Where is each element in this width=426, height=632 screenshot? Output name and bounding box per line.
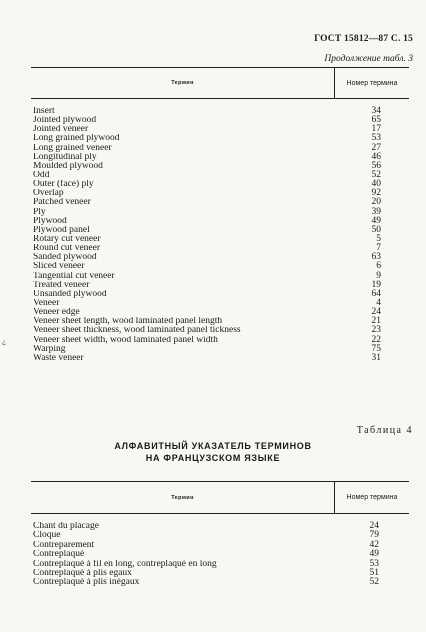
term-cell: Veneer edge — [33, 308, 80, 318]
term-cell: Longitudinal ply — [33, 152, 97, 162]
term-number-cell: 6 — [376, 261, 381, 272]
term-cell: Round cut veneer — [33, 244, 101, 254]
term-cell: Sliced veneer — [33, 262, 85, 272]
table-row — [31, 235, 409, 244]
column-header-number: Номер термина — [334, 482, 409, 513]
term-cell: Treated veneer — [33, 280, 90, 290]
column-header-term: Термин — [171, 80, 194, 86]
term-number-cell: 75 — [371, 343, 381, 354]
term-cell: Jointed veneer — [33, 125, 89, 135]
term-number-cell: 20 — [371, 197, 381, 208]
term-number-cell: 22 — [371, 334, 381, 345]
term-cell: Cloque — [33, 531, 61, 541]
term-cell: Chant du placage — [33, 522, 99, 531]
term-number-cell: 53 — [369, 558, 379, 569]
table-row — [31, 208, 409, 217]
term-number-cell: 31 — [371, 352, 381, 363]
term-number-cell: 27 — [371, 142, 381, 153]
table-body — [31, 99, 409, 363]
table-row — [31, 317, 409, 326]
term-number-cell: 49 — [371, 215, 381, 226]
table-row — [31, 171, 409, 180]
table-row — [31, 569, 409, 578]
term-cell: Warping — [33, 344, 66, 354]
term-number-cell: 5 — [376, 233, 381, 244]
term-number-cell: 56 — [371, 160, 381, 171]
term-cell: Veneer — [33, 298, 60, 308]
table-row — [31, 189, 409, 198]
table-row — [31, 107, 409, 116]
term-number-cell: 7 — [376, 243, 381, 254]
table-row — [31, 299, 409, 308]
term-cell: Overlap — [33, 189, 64, 199]
table-row — [31, 116, 409, 125]
term-number-cell: 19 — [371, 279, 381, 290]
table-row — [31, 125, 409, 134]
term-cell: Contreplaqué — [33, 550, 85, 560]
table-row — [31, 290, 409, 299]
table-row — [31, 578, 409, 587]
table-row — [31, 336, 409, 345]
table-title-line1: АЛФАВИТНЫЙ УКАЗАТЕЛЬ ТЕРМИНОВ — [114, 441, 312, 451]
term-number-cell: 23 — [371, 325, 381, 336]
term-cell: Patched veneer — [33, 198, 91, 208]
table-row — [31, 354, 409, 363]
table-row — [31, 144, 409, 153]
term-number-cell: 49 — [369, 549, 379, 560]
term-cell: Veneer sheet width, wood laminated panel width — [33, 335, 218, 345]
term-number-cell: 63 — [371, 252, 381, 263]
term-cell: Long grained veneer — [33, 143, 112, 153]
table-number-label: Таблица 4 — [356, 425, 413, 436]
term-number-cell: 52 — [369, 577, 379, 588]
term-number-cell: 39 — [371, 206, 381, 217]
term-number-cell: 53 — [371, 133, 381, 144]
page-header-standard: ГОСТ 15812—87 С. 15 — [314, 34, 413, 44]
term-cell: Ply — [33, 207, 46, 217]
term-cell: Unsanded plywood — [33, 289, 107, 299]
table-continuation-note: Продолжение табл. 3 — [324, 54, 413, 64]
term-number-cell: 17 — [371, 124, 381, 135]
table-row — [31, 262, 409, 271]
table-body — [31, 514, 409, 588]
table-row — [31, 281, 409, 290]
term-number-cell: 40 — [371, 179, 381, 190]
term-cell: Long grained plywood — [33, 134, 120, 144]
table-english-terms — [31, 67, 409, 363]
term-cell: Rotary cut veneer — [33, 234, 101, 244]
term-cell: Sanded plywood — [33, 253, 97, 263]
column-header-number: Номер термина — [334, 68, 409, 98]
term-cell: Plywood panel — [33, 225, 90, 235]
term-cell: Contreplaqué à plis inégaux — [33, 578, 140, 588]
term-cell: Moulded plywood — [33, 161, 103, 171]
term-number-cell: 64 — [371, 288, 381, 299]
term-number-cell: 34 — [371, 106, 381, 116]
term-cell: Veneer sheet thickness, wood laminated panel tickness — [33, 326, 241, 336]
term-number-cell: 9 — [376, 270, 381, 281]
table-row — [31, 522, 409, 531]
term-cell: Waste veneer — [33, 353, 84, 363]
table-row — [31, 244, 409, 253]
term-number-cell: 24 — [371, 307, 381, 318]
table-row — [31, 226, 409, 235]
term-number-cell: 92 — [371, 188, 381, 199]
term-number-cell: 52 — [371, 169, 381, 180]
table-row — [31, 541, 409, 550]
table-row — [31, 162, 409, 171]
term-cell: Jointed plywood — [33, 116, 97, 126]
term-cell: Veneer sheet length, wood laminated panel length — [33, 317, 223, 327]
table-header — [31, 67, 409, 99]
term-cell: Contreplaqué à fil en long, contreplaqué en long — [33, 559, 217, 569]
term-number-cell: 51 — [369, 567, 379, 578]
table-row — [31, 180, 409, 189]
term-cell: Plywood — [33, 216, 67, 226]
table-row — [31, 272, 409, 281]
table-french-terms — [31, 481, 409, 588]
term-cell: Insert — [33, 107, 55, 116]
term-number-cell: 42 — [369, 539, 379, 550]
table-header — [31, 481, 409, 514]
table-row — [31, 550, 409, 559]
margin-mark: ¿ — [2, 339, 7, 346]
term-cell: Odd — [33, 170, 50, 180]
table-row — [31, 326, 409, 335]
term-cell: Contreparement — [33, 540, 95, 550]
term-number-cell: 46 — [371, 151, 381, 162]
table-row — [31, 217, 409, 226]
term-cell: Contreplaqué à plis egaux — [33, 568, 132, 578]
table-row — [31, 531, 409, 540]
term-cell: Outer (face) ply — [33, 180, 94, 190]
term-number-cell: 4 — [376, 297, 381, 308]
column-header-term: Термин — [171, 494, 194, 501]
table-row — [31, 153, 409, 162]
term-number-cell: 24 — [369, 521, 379, 531]
term-number-cell: 79 — [369, 530, 379, 541]
table-row — [31, 308, 409, 317]
table-row — [31, 253, 409, 262]
table-row — [31, 198, 409, 207]
table-row — [31, 134, 409, 143]
table-title-line2: НА ФРАНЦУЗСКОМ ЯЗЫКЕ — [145, 453, 281, 463]
term-number-cell: 21 — [371, 316, 381, 327]
table-row — [31, 560, 409, 569]
term-number-cell: 65 — [371, 115, 381, 126]
table-row — [31, 345, 409, 354]
term-cell: Tangential cut veneer — [33, 271, 115, 281]
term-number-cell: 50 — [371, 224, 381, 235]
